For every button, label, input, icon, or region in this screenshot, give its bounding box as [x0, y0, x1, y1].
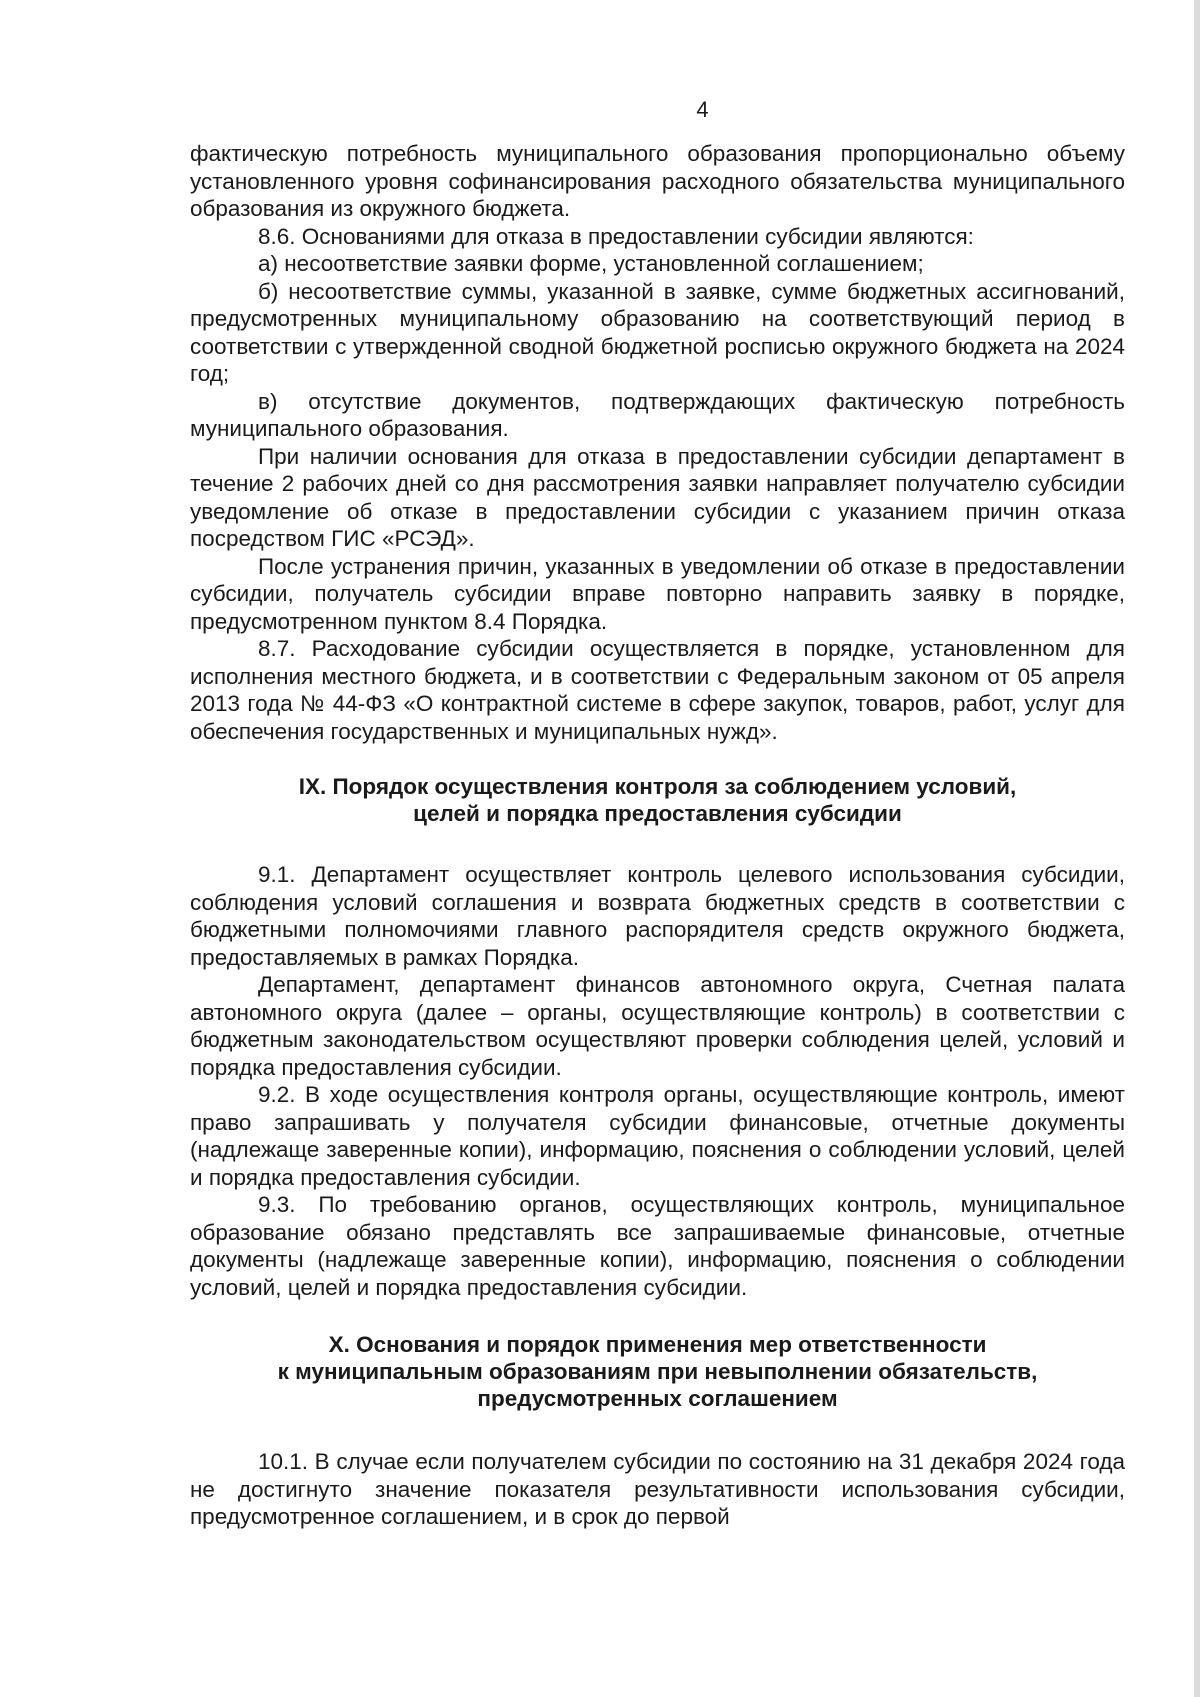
paragraph: в) отсутствие документов, подтверждающих фактическую потребность муниципального образования. — [190, 388, 1125, 441]
section-10-body — [190, 1448, 1125, 1531]
paragraph: Департамент, департамент финансов автономного округа, Счетная палата автономного округа (далее – органы, осуществляющие контроль) в соответствии с бюджетным законодательством осуществляют проверки соблюдения целей, условий и порядка предоставления субсидии. — [190, 972, 1125, 1080]
paragraph: 10.1. В случае если получателем субсидии по состоянию на 31 декабря 2024 года не достигнуто значение показателя результативности использования субсидии, предусмотренное соглашением, и в срок до первой — [190, 1449, 1125, 1529]
paragraph: 8.6. Основаниями для отказа в предоставлении субсидии являются: — [258, 223, 974, 249]
body-text-top — [190, 140, 1125, 745]
paragraph: При наличии основания для отказа в предоставлении субсидии департамент в течение 2 рабочих дней со дня рассмотрения заявки направляет получателю субсидии уведомление об отказе в предоставлении субсидии с указанием причин отказа посредством ГИС «РСЭД». — [190, 443, 1125, 551]
section-10-heading — [190, 1331, 1125, 1412]
paragraph: 9.2. В ходе осуществления контроля органы, осуществляющие контроль, имеют право запрашивать у получателя субсидии финансовые, отчетные документы (надлежаще заверенные копии), информацию, пояснения о соблюдении условий, целей и порядка предоставления субсидии. — [190, 1082, 1125, 1190]
page-number: 4 — [696, 97, 709, 122]
section-10-heading-line: к муниципальным образованиям при невыполнении обязательств, — [277, 1359, 1038, 1384]
paragraph: После устранения причин, указанных в уведомлении об отказе в предоставлении субсидии, получатель субсидии вправе повторно направить заявку в порядке, предусмотренном пунктом 8.4 Порядка. — [190, 553, 1125, 634]
section-9-heading — [190, 773, 1125, 827]
scan-edge-shadow — [1194, 0, 1200, 1697]
paragraph: 9.1. Департамент осуществляет контроль целевого использования субсидии, соблюдения условий соглашения и возврата бюджетных средств в соответствии с бюджетными полномочиями главного распорядителя средств окружного бюджета, предоставляемых в рамках Порядка. — [190, 862, 1125, 970]
paragraph: 9.3. По требованию органов, осуществляющих контроль, муниципальное образование обязано представлять все запрашиваемые финансовые, отчетные документы (надлежаще заверенные копии), информацию, пояснения о соблюдении условий, целей и порядка предоставления субсидии. — [190, 1192, 1125, 1300]
section-10-heading-line: X. Основания и порядок применения мер ответственности — [328, 1332, 987, 1357]
section-9-body — [190, 861, 1125, 1301]
paragraph: фактическую потребность муниципального образования пропорционально объему установленного уровня софинансирования расходного обязательства муниципального образования из окружного бюджета. — [190, 141, 1125, 221]
paragraph: б) несоответствие суммы, указанной в заявке, сумме бюджетных ассигнований, предусмотренных муниципальному образованию на соответствующий период в соответствии с утвержденной сводной бюджетной росписью окружного бюджета на 2024 год; — [190, 278, 1125, 386]
section-9-heading-line: целей и порядка предоставления субсидии — [413, 801, 902, 826]
section-10-heading-line: предусмотренных соглашением — [477, 1386, 838, 1411]
paragraph: а) несоответствие заявки форме, установленной соглашением; — [258, 251, 924, 276]
section-9-heading-line: IX. Порядок осуществления контроля за соблюдением условий, — [298, 774, 1017, 799]
paragraph: 8.7. Расходование субсидии осуществляется в порядке, установленном для исполнения местного бюджета, и в соответствии с Федеральным законом от 05 апреля 2013 года № 44-ФЗ «О контрактной системе в сфере закупок, товаров, работ, услуг для обеспечения государственных и муниципальных нужд». — [190, 636, 1125, 744]
